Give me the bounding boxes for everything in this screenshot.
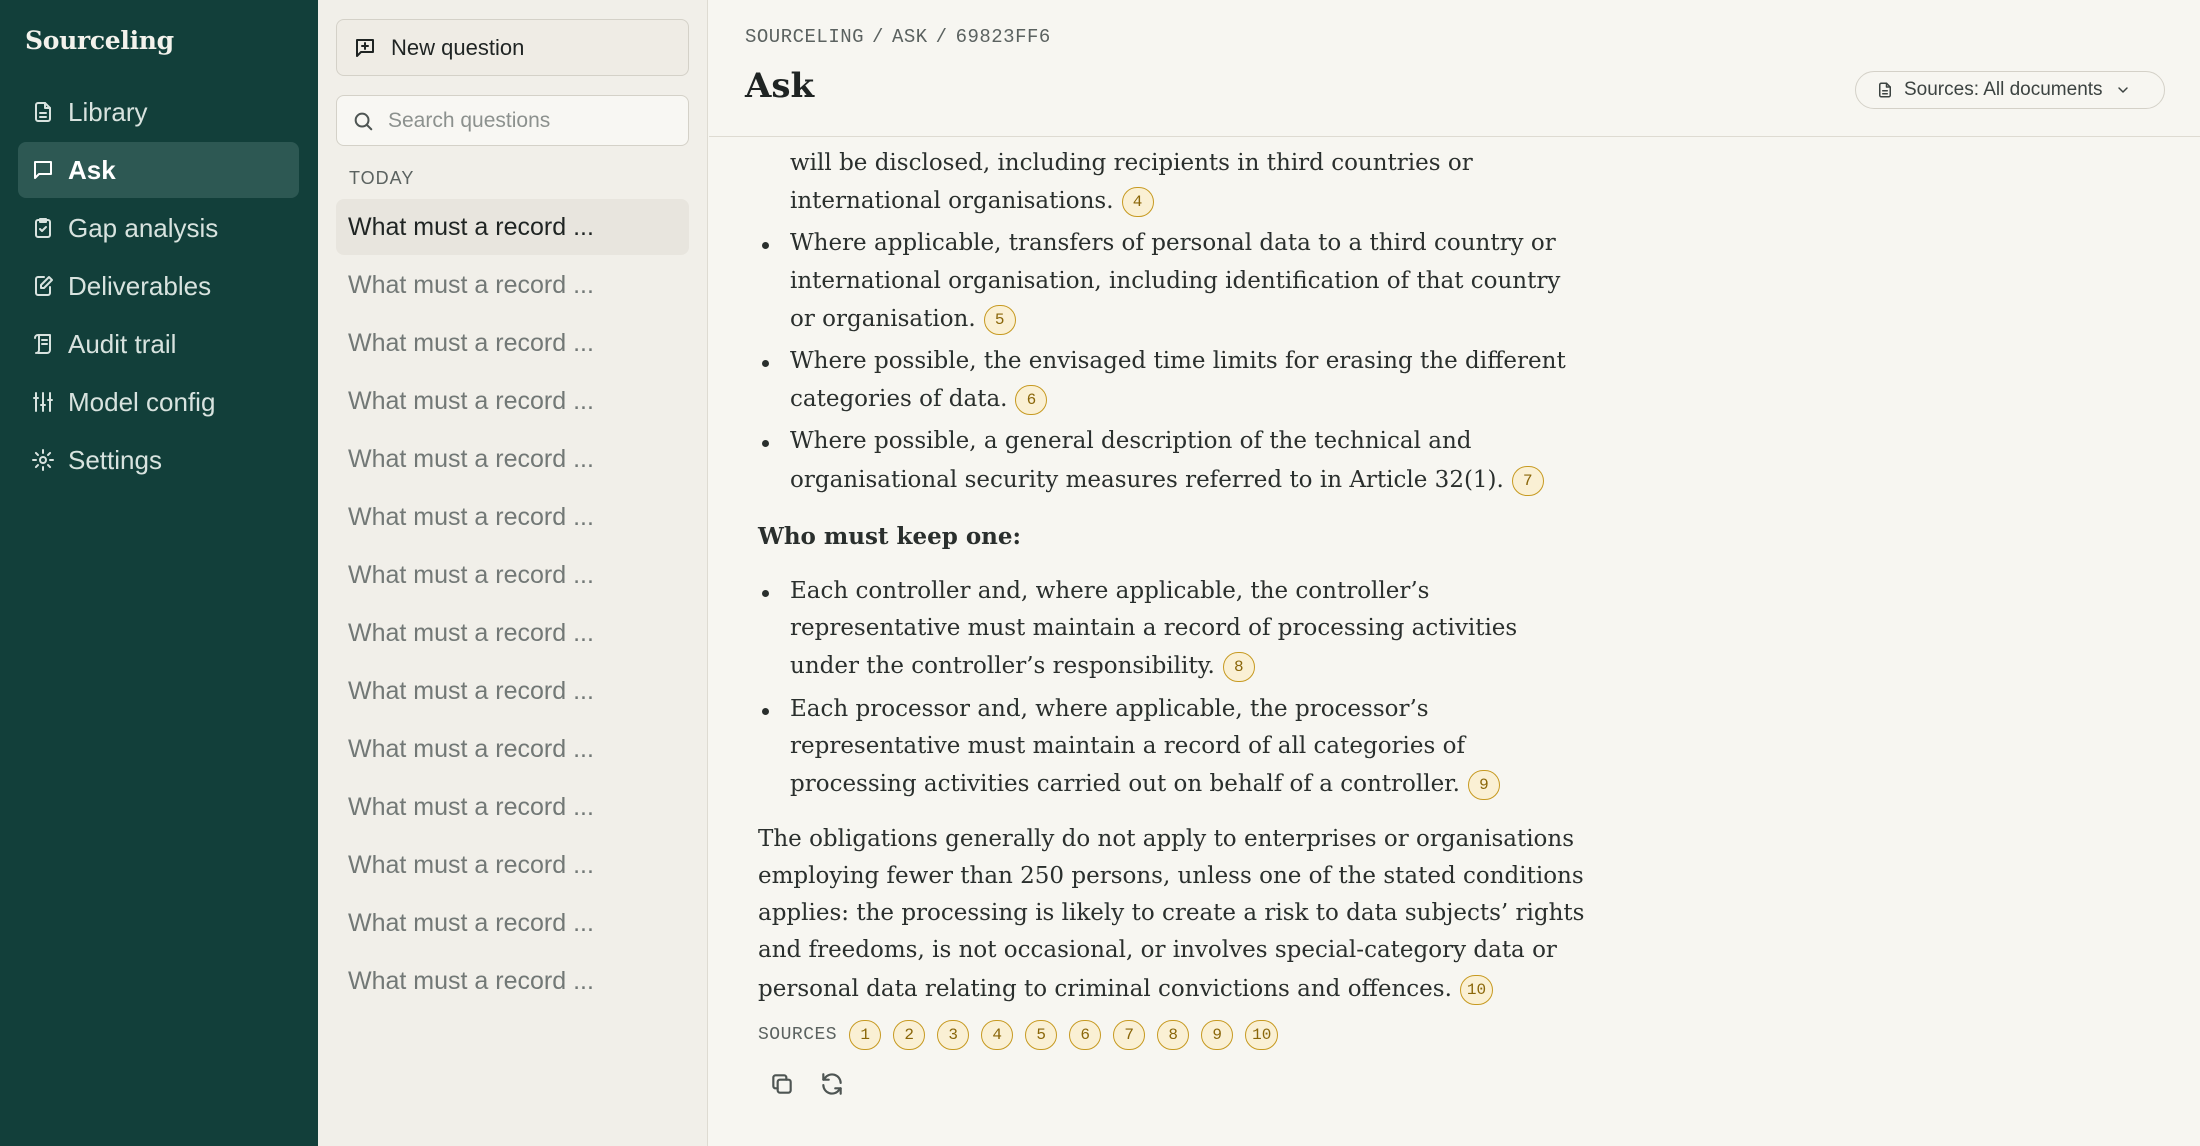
question-item[interactable]: What must a record ... [348,270,594,299]
answer-line-text: international organisations. [790,188,1114,214]
question-item[interactable]: What must a record ... [348,560,594,589]
copy-icon [769,1071,795,1097]
source-badge[interactable]: 7 [1113,1020,1145,1050]
citation-badge[interactable]: 10 [1460,975,1493,1005]
sidebar-item-ask[interactable] [18,142,299,198]
breadcrumb-item[interactable]: SOURCELING [745,26,865,48]
page-title: Ask [745,66,815,106]
question-item[interactable]: What must a record ... [336,199,689,255]
breadcrumb-separator: / [872,26,884,48]
new-question-button[interactable] [336,19,689,76]
sources-list [758,1020,1278,1050]
group-label-today: TODAY [349,168,415,188]
list-bullet [762,708,769,715]
sidebar-item-gap-analysis[interactable] [18,200,299,256]
answer-line [790,466,1544,496]
answer-line: international organisation, including identification of that country [790,268,1561,294]
answer-line: The obligations generally do not apply to enterprises or organisations [758,826,1575,852]
question-item[interactable]: What must a record ... [348,386,594,415]
list-bullet [762,590,769,597]
source-badge[interactable]: 4 [981,1020,1013,1050]
source-badge[interactable]: 9 [1201,1020,1233,1050]
scroll-icon [31,332,55,356]
sidebar-item-label: Deliverables [68,270,212,301]
brand-logo[interactable]: Sourceling [25,26,174,55]
answer-line: will be disclosed, including recipients in third countries or [790,150,1473,176]
sidebar-item-model-config[interactable] [18,374,299,430]
citation-badge[interactable]: 8 [1223,652,1255,682]
breadcrumb-separator: / [935,26,948,48]
answer-line [790,187,1154,217]
source-badge[interactable]: 3 [937,1020,969,1050]
sidebar-item-deliverables[interactable] [18,258,299,314]
answer-line: representative must maintain a record of all categories of [790,733,1465,759]
citation-badge[interactable]: 7 [1512,466,1544,496]
main-content [709,0,2200,1146]
answer-line-text: or organisation. [790,306,976,332]
gear-icon [31,448,55,472]
citation-badge[interactable]: 6 [1015,385,1047,415]
answer-line [790,652,1255,682]
clipboard-check-icon [31,216,55,240]
document-icon [1876,81,1894,99]
sidebar-nav [0,0,318,1146]
question-item[interactable]: What must a record ... [348,676,594,705]
sidebar-item-settings[interactable] [18,432,299,488]
question-item[interactable]: What must a record ... [348,328,594,357]
copy-button[interactable] [764,1066,800,1102]
search-input[interactable] [388,109,678,133]
answer-line: Where possible, the envisaged time limits for erasing the different [790,348,1566,374]
answer-line: Where applicable, transfers of personal data to a third country or [790,230,1556,256]
answer-line: and freedoms, is not occasional, or involves special-category data or [758,937,1557,963]
list-bullet [762,242,769,249]
source-badge[interactable]: 10 [1245,1020,1278,1050]
answer-line-text: personal data relating to criminal convictions and offences. [758,976,1452,1002]
source-badge[interactable]: 1 [849,1020,881,1050]
answer-line [790,305,1016,335]
sidebar-item-library[interactable] [18,84,299,140]
question-item[interactable]: What must a record ... [348,502,594,531]
breadcrumb-item: 69823FF6 [955,26,1051,48]
answer-line [758,975,1493,1005]
answer-subheading: Who must keep one: [758,523,1022,550]
question-item[interactable]: What must a record ... [348,966,594,995]
answer-actions [764,1066,864,1102]
chat-icon [31,158,55,182]
answer-line [790,385,1047,415]
document-icon [31,100,55,124]
answer-line: employing fewer than 250 persons, unless one of the stated conditions [758,863,1584,889]
answer-line-text: categories of data. [790,386,1008,412]
sidebar-item-label: Model config [68,386,216,417]
sliders-icon [31,390,55,414]
sidebar-item-label: Gap analysis [68,212,219,243]
question-item[interactable]: What must a record ... [348,850,594,879]
regenerate-button[interactable] [814,1066,850,1102]
search-icon [352,110,374,132]
sidebar-item-label: Ask [68,154,116,185]
question-item[interactable]: What must a record ... [348,908,594,937]
chat-plus-icon [353,36,377,60]
sidebar-item-label: Settings [68,444,162,475]
refresh-icon [819,1071,845,1097]
sidebar-item-label: Audit trail [68,328,177,359]
answer-body [758,0,1585,1146]
answer-line [790,770,1500,800]
question-item[interactable]: What must a record ... [348,734,594,763]
citation-badge[interactable]: 5 [984,305,1016,335]
citation-badge[interactable]: 9 [1468,770,1500,800]
sources-filter-dropdown[interactable] [1855,71,2165,109]
source-badge[interactable]: 6 [1069,1020,1101,1050]
answer-line-text: under the controller’s responsibility. [790,653,1215,679]
sources-label: SOURCES [758,1025,838,1045]
question-item[interactable]: What must a record ... [348,618,594,647]
questions-panel [318,0,708,1146]
answer-line-text: processing activities carried out on behalf of a controller. [790,771,1460,797]
page-header [709,0,2200,137]
chevron-down-icon [2115,82,2131,98]
breadcrumb [745,26,1051,48]
source-badge[interactable]: 8 [1157,1020,1189,1050]
answer-line-text: organisational security measures referred to in Article 32(1). [790,467,1504,493]
source-badge[interactable]: 2 [893,1020,925,1050]
list-bullet [762,440,769,447]
breadcrumb-item[interactable]: ASK [891,26,928,48]
question-item[interactable]: What must a record ... [348,444,594,473]
search-box [336,95,689,146]
answer-line: Where possible, a general description of the technical and [790,428,1472,454]
sources-filter-label: Sources: All documents [1904,79,2103,100]
new-question-label: New question [391,34,525,60]
answer-line: representative must maintain a record of processing activities [790,615,1518,641]
answer-line: Each controller and, where applicable, the controller’s [790,578,1430,604]
sidebar-item-audit-trail[interactable] [18,316,299,372]
sidebar-item-label: Library [68,96,148,127]
source-badge[interactable]: 5 [1025,1020,1057,1050]
answer-line: applies: the processing is likely to create a risk to data subjects’ rights [758,900,1585,926]
citation-badge[interactable]: 4 [1122,187,1154,217]
list-bullet [762,360,769,367]
file-edit-icon [31,274,55,298]
answer-line: Each processor and, where applicable, the processor’s [790,696,1429,722]
question-item[interactable]: What must a record ... [348,792,594,821]
